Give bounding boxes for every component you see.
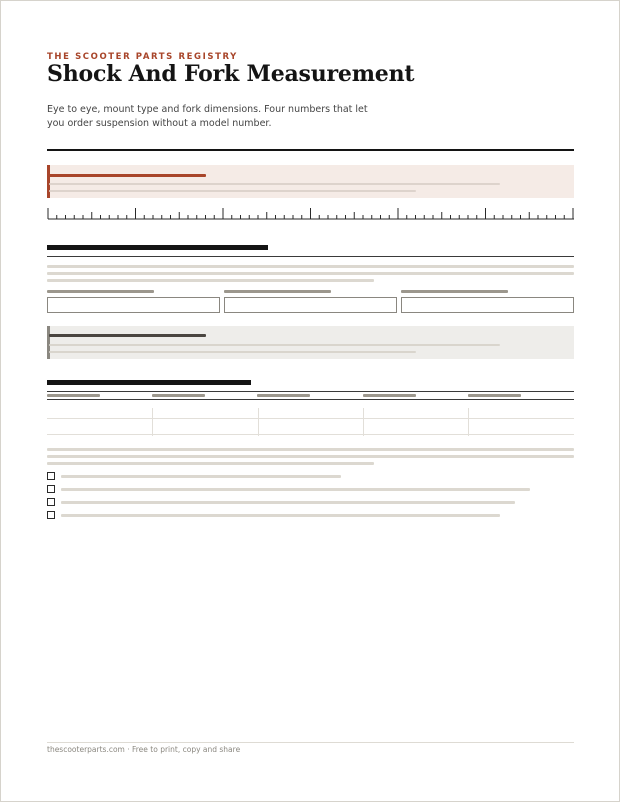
- text-line-placeholder: [47, 462, 374, 465]
- text-line-placeholder: [47, 279, 374, 282]
- kicker: THE SCOOTER PARTS REGISTRY: [47, 52, 238, 62]
- table-column-rule: [468, 408, 469, 436]
- callout-accent-bar: [47, 165, 50, 198]
- checklist-item-placeholder: [61, 501, 515, 504]
- footer-divider: [47, 742, 574, 743]
- measurement-field-3[interactable]: [401, 297, 574, 313]
- checklist-checkbox[interactable]: [47, 498, 55, 506]
- table-column-rule: [152, 408, 153, 436]
- checklist-item-placeholder: [61, 475, 341, 478]
- callout-warm: [47, 165, 574, 198]
- callout-text-placeholder: [49, 190, 416, 192]
- table-header-placeholder: [257, 394, 310, 397]
- section-heading-placeholder: [47, 380, 251, 385]
- checklist-item-placeholder: [61, 488, 530, 491]
- callout-text-placeholder: [49, 351, 416, 353]
- footer-text: thescooterparts.com · Free to print, copy and share: [47, 745, 241, 754]
- field-label-placeholder: [224, 290, 331, 293]
- header-divider: [47, 149, 574, 151]
- text-line-placeholder: [47, 455, 574, 458]
- table-top-rule: [47, 391, 574, 392]
- table-row-rule: [47, 434, 574, 435]
- callout-heading-placeholder: [49, 174, 206, 177]
- table-header-placeholder: [363, 394, 416, 397]
- callout-text-placeholder: [49, 344, 500, 346]
- table-row-rule: [47, 418, 574, 419]
- callout-text-placeholder: [49, 183, 500, 185]
- table-header-placeholder: [468, 394, 521, 397]
- table-column-rule: [258, 408, 259, 436]
- text-line-placeholder: [47, 272, 574, 275]
- field-label-placeholder: [401, 290, 508, 293]
- table-header-placeholder: [47, 394, 100, 397]
- callout-accent-bar: [47, 326, 50, 359]
- measurement-field-2[interactable]: [224, 297, 397, 313]
- table-header-placeholder: [152, 394, 205, 397]
- page-title: Shock And Fork Measurement: [47, 61, 415, 87]
- measurement-field-1[interactable]: [47, 297, 220, 313]
- callout-gray: [47, 326, 574, 359]
- table-body: [47, 400, 574, 436]
- checklist-checkbox[interactable]: [47, 472, 55, 480]
- text-line-placeholder: [47, 448, 574, 451]
- table-column-rule: [363, 408, 364, 436]
- section-divider: [47, 256, 574, 257]
- text-line-placeholder: [47, 265, 574, 268]
- section-heading-placeholder: [47, 245, 268, 250]
- measurement-ruler: [47, 205, 575, 221]
- intro-paragraph: Eye to eye, mount type and fork dimensions. Four numbers that let you order suspension without a model number.: [47, 104, 368, 129]
- callout-heading-placeholder: [49, 334, 206, 337]
- checklist-checkbox[interactable]: [47, 511, 55, 519]
- checklist-checkbox[interactable]: [47, 485, 55, 493]
- checklist-item-placeholder: [61, 514, 500, 517]
- field-label-placeholder: [47, 290, 154, 293]
